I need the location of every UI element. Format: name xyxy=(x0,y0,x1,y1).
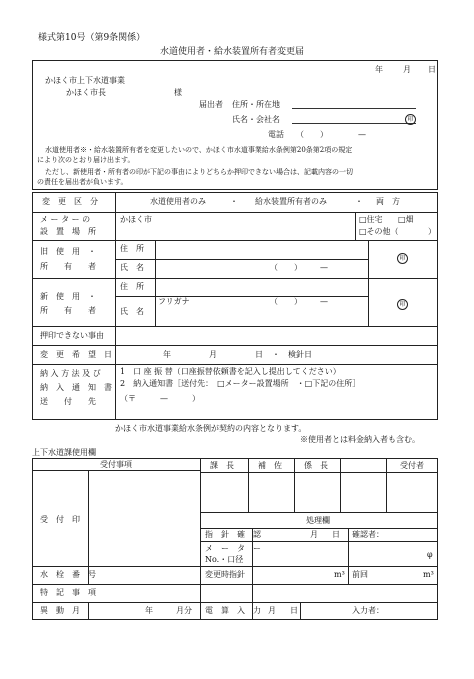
new-seal-icon: 印 xyxy=(397,299,408,310)
meter-diameter-phi: φ xyxy=(427,550,433,559)
move-month-year[interactable]: 年 xyxy=(145,606,153,615)
meter-option-field[interactable]: □畑 xyxy=(398,215,414,224)
header-chief: 係 長 xyxy=(304,461,328,470)
meter-no-label-2: No.・口径 xyxy=(205,555,244,564)
meter-option-close: ） xyxy=(428,227,436,236)
addressee-honorific: 様 xyxy=(174,88,182,97)
submitter-name-line[interactable] xyxy=(292,123,416,124)
submitter-phone-parens: （ ） xyxy=(296,130,328,139)
category-option-owner[interactable]: 給水装置所有者のみ xyxy=(255,197,327,206)
submitter-address-label: 住所・所在地 xyxy=(232,100,280,109)
payment-label-1: 納 入 方 法 及 び xyxy=(40,369,101,378)
special-notes-label: 特 記 事 項 xyxy=(40,588,96,597)
plug-no-label: 水 栓 番 号 xyxy=(40,570,96,579)
reading-confirm-month[interactable]: 月 xyxy=(310,530,318,539)
move-month-month[interactable]: 月分 xyxy=(176,606,192,615)
header-deputy: 補 佐 xyxy=(258,461,282,470)
reading-confirm-label: 指 針 確 認 xyxy=(205,530,261,539)
header-section-chief: 課 長 xyxy=(210,461,234,470)
meter-option-house[interactable]: □住宅 xyxy=(359,215,383,224)
payment-option-1[interactable]: 1 口 座 振 替（口座振替依頼書を記入し提出してください） xyxy=(120,367,341,376)
intro-line1: 水道使用者※・給水装置所有者を変更したいので、かほく市水道事業給水条例第20条第2項の規定 xyxy=(45,146,353,154)
move-month-label: 異 動 月 xyxy=(40,606,80,615)
new-address-label: 住 所 xyxy=(120,282,144,291)
form-code: 様式第10号（第9条関係） xyxy=(38,33,146,43)
old-phone-parens: （ ） xyxy=(270,263,302,272)
payment-label-2: 納 入 通 知 書 xyxy=(40,383,112,392)
input-person-label: 入力者： xyxy=(352,606,384,615)
submitter-address-line[interactable] xyxy=(292,108,416,109)
new-name-label: 氏 名 xyxy=(120,307,144,316)
category-label: 変 更 区 分 xyxy=(42,197,98,206)
new-owner-label-2: 所 有 者 xyxy=(40,306,96,315)
change-date-year[interactable]: 年 xyxy=(163,350,171,359)
old-phone-dash: — xyxy=(320,263,328,272)
new-furigana-label: フリガナ xyxy=(158,297,190,306)
intro-line2: により次のとおり届け出ます。 xyxy=(37,156,135,164)
reading-confirm-day[interactable]: 日 xyxy=(332,530,340,539)
meter-location-value[interactable]: かほく市 xyxy=(120,215,152,224)
category-option-both[interactable]: 両 方 xyxy=(376,197,400,206)
confirmer-label: 確認者： xyxy=(352,530,384,539)
meter-location-label-1: メ ー タ ー の xyxy=(40,215,91,224)
header-receiver: 受付者 xyxy=(400,461,424,470)
new-phone-dash: — xyxy=(320,297,328,306)
payment-option-2[interactable]: 2 納入通知書［送付先： □メーター設置場所 ・□下記の住所］ xyxy=(120,379,361,388)
change-date-reading: ・ 検針日 xyxy=(272,350,312,359)
submitter-phone-dash: — xyxy=(358,130,366,139)
old-address-label: 住 所 xyxy=(120,244,144,253)
footnote-user: ※使用者とは料金納入者も含む。 xyxy=(300,435,420,444)
reading-at-change-unit: m³ xyxy=(334,570,345,579)
processing-label: 処理欄 xyxy=(306,516,330,525)
previous-reading-unit: m³ xyxy=(423,570,434,579)
old-seal-icon: 印 xyxy=(397,253,408,264)
no-seal-reason-label: 押印できない事由 xyxy=(40,331,104,340)
change-date-day[interactable]: 日 xyxy=(255,350,263,359)
old-owner-label-2: 所 有 者 xyxy=(40,262,96,271)
footnote-contract: かほく市水道事業給水条例が契約の内容となります。 xyxy=(115,424,307,433)
reception-header: 受付事項 xyxy=(100,460,132,469)
old-owner-label-1: 旧 使 用 ・ xyxy=(40,247,96,256)
submitter-label: 届出者 xyxy=(199,100,223,109)
meter-location-label-2: 設 置 場 所 xyxy=(40,227,96,236)
intro-line4: の責任を届出者が負います。 xyxy=(37,178,128,186)
addressee-line1: かほく市上下水道事業 xyxy=(45,76,125,85)
new-owner-label-1: 新 使 用 ・ xyxy=(40,292,96,301)
category-dot-2: ・ xyxy=(355,197,363,206)
category-option-user[interactable]: 水道使用者のみ xyxy=(150,197,206,206)
office-section-title: 上下水道課使用欄 xyxy=(32,448,96,457)
submitter-seal-icon: 印 xyxy=(405,114,416,125)
intro-line3: ただし、新使用者・所有者の印が下記の事由によりどちらか押印できない場合は、記載内容の一切 xyxy=(45,168,353,176)
computer-input-month[interactable]: 月 xyxy=(268,606,276,615)
submitter-name-label: 氏名・会社名 xyxy=(232,115,280,124)
old-name-label: 氏 名 xyxy=(120,263,144,272)
computer-input-day[interactable]: 日 xyxy=(290,606,298,615)
computer-input-label: 電 算 入 力 xyxy=(205,606,261,615)
meter-no-label-1: メ ー タ ー xyxy=(205,544,261,553)
payment-label-3: 送 付 先 xyxy=(40,397,96,406)
reading-at-change-label: 変更時指針 xyxy=(205,570,245,579)
previous-reading-label: 前回 xyxy=(352,570,368,579)
payment-postal[interactable]: （〒 — ） xyxy=(120,394,200,403)
category-dot-1: ・ xyxy=(230,197,238,206)
change-date-month[interactable]: 月 xyxy=(209,350,217,359)
new-phone-parens: （ ） xyxy=(270,297,302,306)
date-year: 年 xyxy=(375,65,383,74)
receipt-seal-label: 受 付 印 xyxy=(40,515,80,524)
addressee-line2: かほく市長 xyxy=(66,88,106,97)
form-title: 水道使用者・給水装置所有者変更届 xyxy=(160,47,305,57)
date-month: 月 xyxy=(403,65,411,74)
submitter-phone-label: 電話 xyxy=(268,130,284,139)
change-date-label: 変 更 希 望 日 xyxy=(40,350,112,359)
date-day: 日 xyxy=(428,65,436,74)
meter-option-other[interactable]: □その他（ xyxy=(359,227,399,236)
